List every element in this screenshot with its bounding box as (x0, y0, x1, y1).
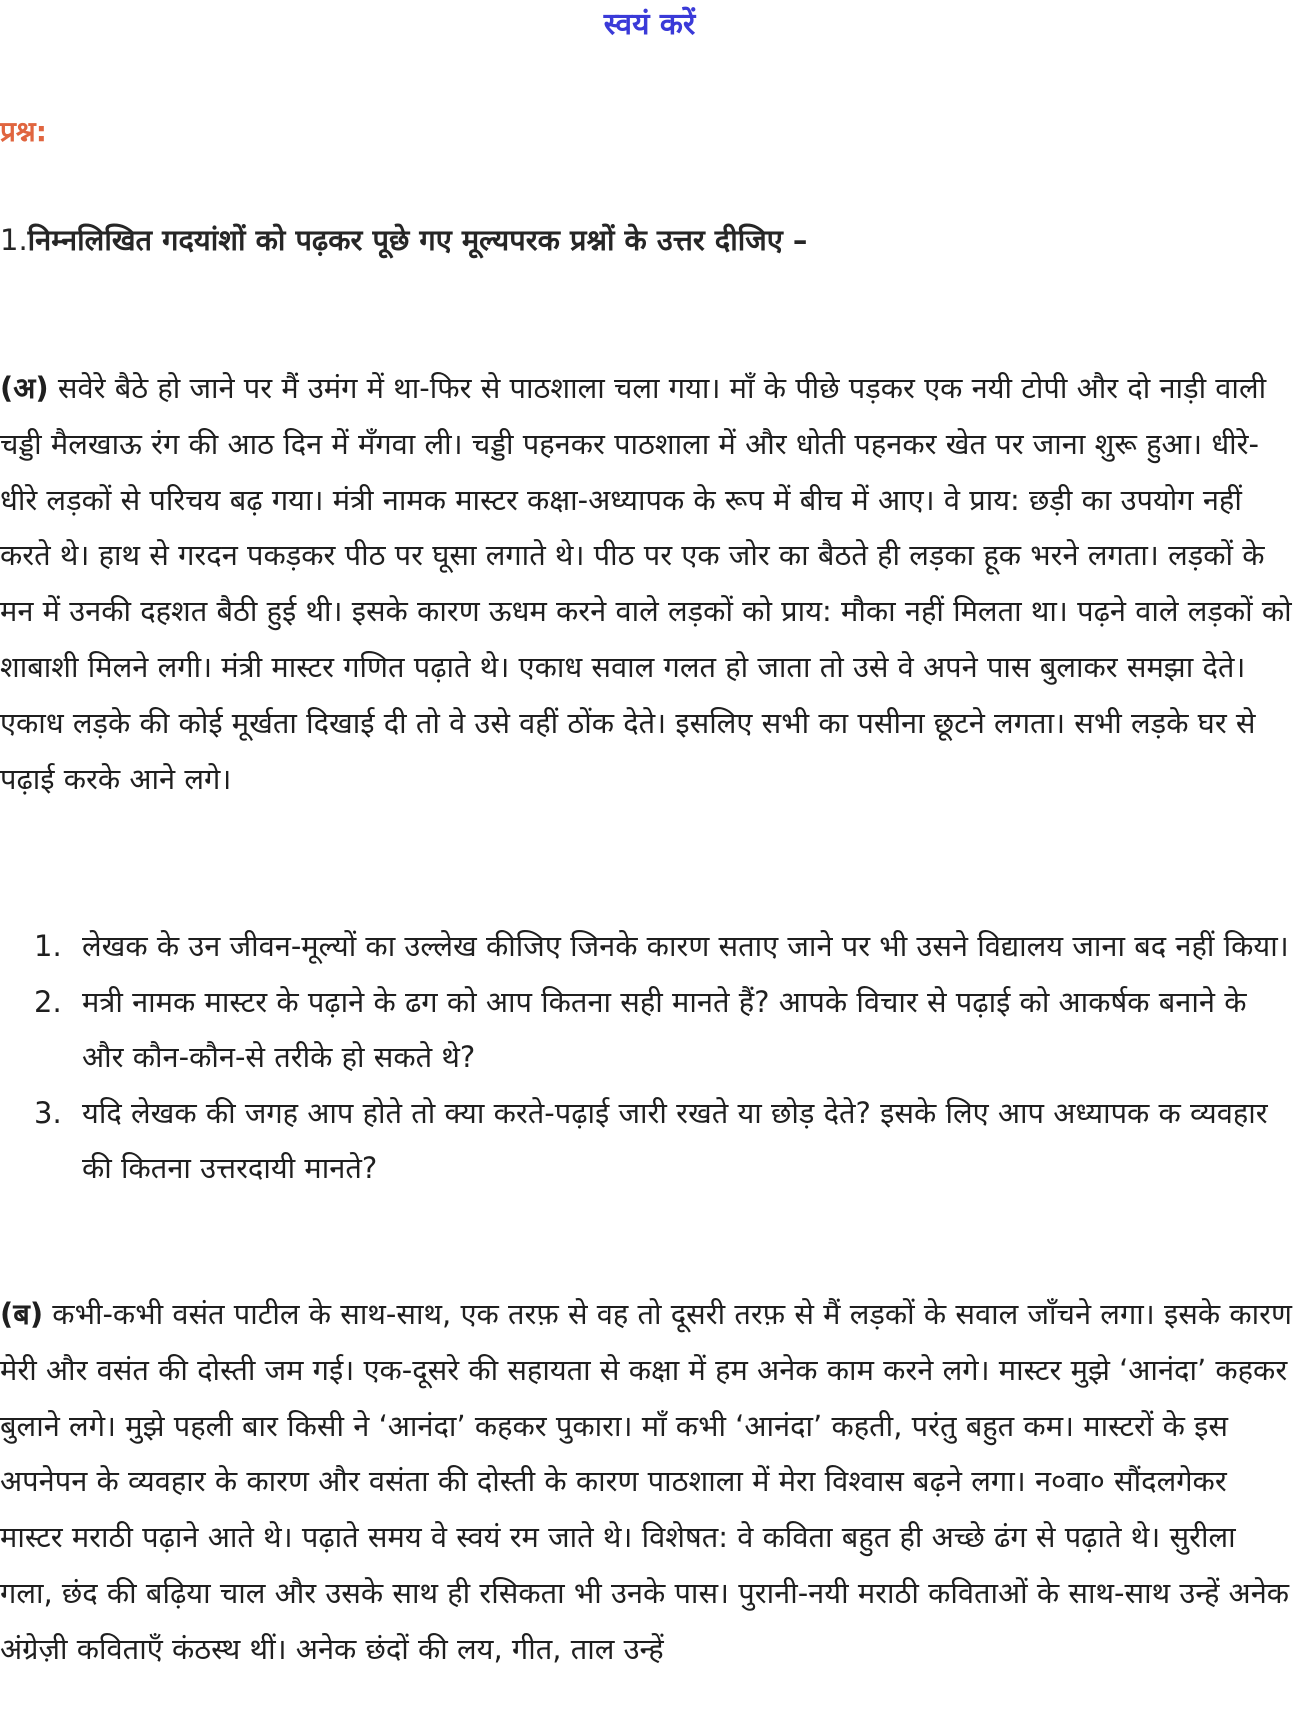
list-item (0, 975, 1292, 1086)
question-number: 3. (34, 1095, 62, 1130)
question-list (0, 919, 1299, 1197)
passage-b-tag: (ब) (0, 1297, 44, 1331)
passage-a (0, 361, 1295, 807)
instruction-text: निम्नलिखित गदयांशों को पढ़कर पूछे गए मूल्यपरक प्रश्नों के उत्तर दीजिए – (27, 223, 808, 257)
list-item (0, 1086, 1292, 1197)
instruction-number: 1. (0, 223, 28, 257)
list-item (0, 919, 1292, 975)
question-text: मत्री नामक मास्टर के पढ़ाने के ढग को आप कितना सही मानते हैं? आपके विचार से पढ़ाई को आकर्षक बनाने के और कौन-कौन-से तरीके हो सकते थे? (82, 984, 1247, 1074)
question-number: 1. (34, 929, 62, 963)
question-number: 2. (34, 984, 62, 1019)
passage-a-tag: (अ) (0, 371, 49, 405)
question-instruction (0, 220, 1290, 259)
passage-b-text: कभी-कभी वसंत पाटील के साथ-साथ, एक तरफ़ से वह तो दूसरी तरफ़ से मैं लड़कों के सवाल जाँचने लगा। इसके कारण मेरी और वसंत की दोस्ती जम गई। एक-दूसरे की सहायता से कक्षा में हम अनेक काम करने लगे। मास्टर मुझे ‘आनंदा’ कहकर बुलाने लगे। मुझे पहली बार किसी ने ‘आनंदा’ कहकर पुकारा। माँ कभी ‘आनंदा’ कहती, परंतु बहुत कम। मास्टरों के इस अपनेपन के व्यवहार के कारण और वसंता की दोस्ती के कारण पाठशाला में मेरा विश्वास बढ़ने लगा। न०वा० सौंदलगेकर मास्टर मराठी पढ़ाने आते थे। पढ़ाते समय वे स्वयं रम जाते थे। विशेषत: वे कविता बहुत ही अच्छे ढंग से पढ़ाते थे। सुरीला गला, छंद की बढ़िया चाल और उसके साथ ही रसिकता भी उनके पास। पुरानी-नयी मराठी कविताओं के साथ-साथ उन्हें अनेक अंग्रेज़ी कविताएँ कंठस्थ थीं। अनेक छंदों की लय, गीत, ताल उन्हें (0, 1297, 1292, 1666)
question-text: लेखक के उन जीवन-मूल्यों का उल्लेख कीजिए जिनके कारण सताए जाने पर भी उसने विद्यालय जाना बद नहीं किया। (82, 929, 1289, 963)
section-label: प्रश्न: (0, 115, 47, 148)
question-text: यदि लेखक की जगह आप होते तो क्या करते-पढ़ाई जारी रखते या छोड़ देते? इसके लिए आप अध्यापक क व्यवहार की कितना उत्तरदायी मानते? (82, 1095, 1268, 1185)
page-title: स्वयं करें (603, 7, 696, 42)
passage-b (0, 1287, 1295, 1678)
passage-a-text: सवेरे बैठे हो जाने पर मैं उमंग में था-फिर से पाठशाला चला गया। माँ के पीछे पड़कर एक नयी टोपी और दो नाड़ी वाली चड्डी मैलखाऊ रंग की आठ दिन में मँगवा ली। चड्डी पहनकर पाठशाला में और धोती पहनकर खेत पर जाना शुरू हुआ। धीरे-धीरे लड़कों से परिचय बढ़ गया। मंत्री नामक मास्टर कक्षा-अध्यापक के रूप में बीच में आए। वे प्राय: छड़ी का उपयोग नहीं करते थे। हाथ से गरदन पकड़कर पीठ पर घूसा लगाते थे। पीठ पर एक जोर का बैठते ही लड़का हूक भरने लगता। लड़कों के मन में उनकी दहशत बैठी हुई थी। इसके कारण ऊधम करने वाले लड़कों को प्राय: मौका नहीं मिलता था। पढ़ने वाले लड़कों को शाबाशी मिलने लगी। मंत्री मास्टर गणित पढ़ाते थे। एकाध सवाल गलत हो जाता तो उसे वे अपने पास बुलाकर समझा देते। एकाध लड़के की कोई मूर्खता दिखाई दी तो वे उसे वहीं ठोंक देते। इसलिए सभी का पसीना छूटने लगता। सभी लड़के घर से पढ़ाई करके आने लगे। (0, 371, 1292, 796)
